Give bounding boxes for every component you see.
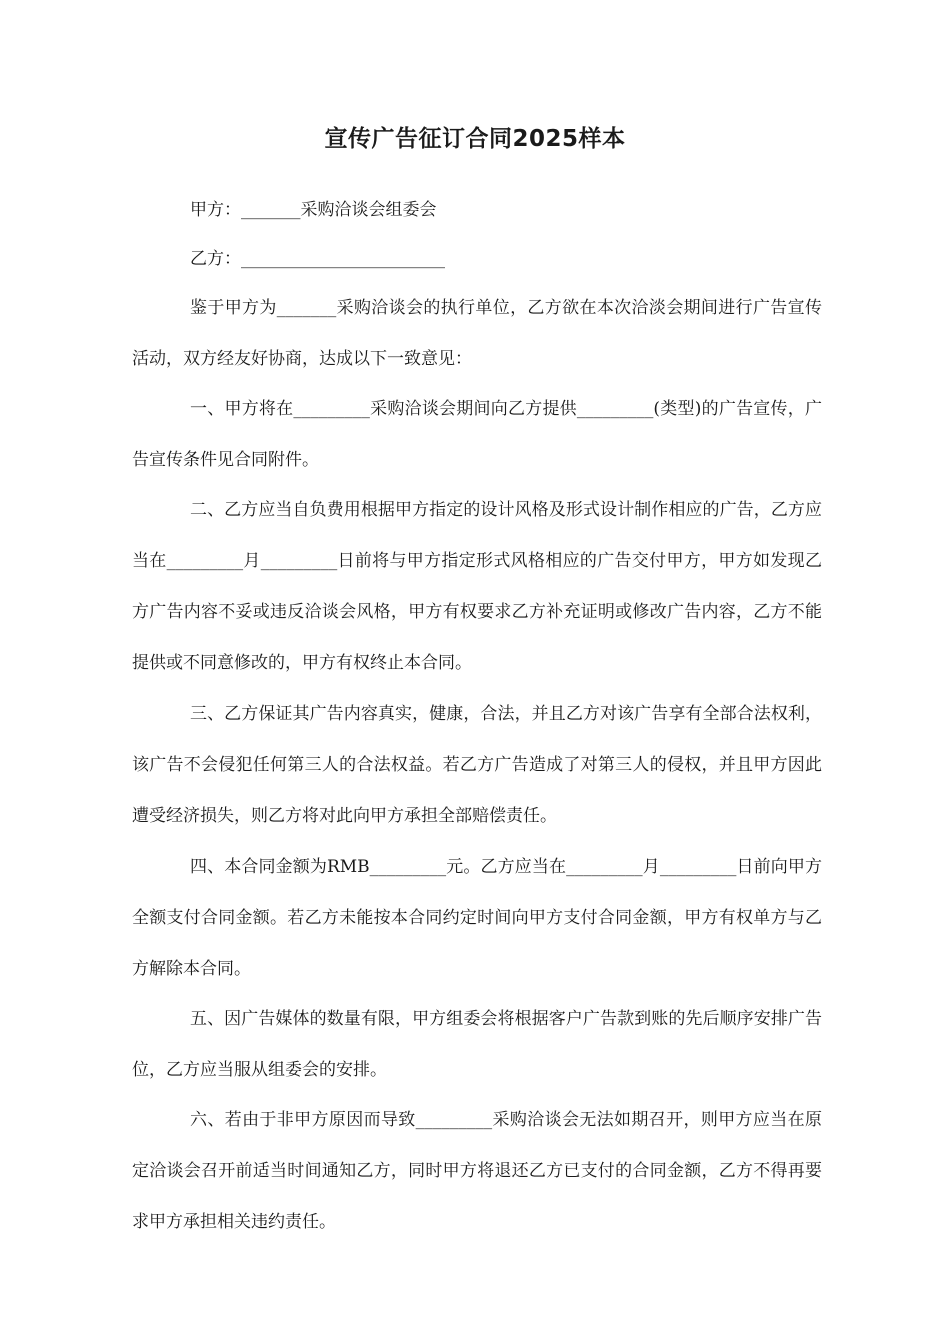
preamble-paragraph: 鉴于甲方为_______采购洽谈会的执行单位，乙方欲在本次洽淡会期间进行广告宣传活动，双方经友好协商，达成以下一致意见： [132, 298, 822, 369]
clause-3-paragraph: 三、乙方保证其广告内容真实，健康，合法，并且乙方对该广告享有全部合法权利，该广告不会侵犯任何第三人的合法权益。若乙方广告造成了对第三人的侵权，并且甲方因此遭受经济损失，则乙方将对此向甲方承担全部赔偿责任。 [132, 704, 822, 826]
party-a-line: 甲方：_______采购洽谈会组委会 [190, 200, 437, 220]
clause-4-paragraph: 四、本合同金额为RMB_________元。乙方应当在_________月_________日前向甲方全额支付合同金额。若乙方未能按本合同约定时间向甲方支付合同金额，甲方有权单方与乙方解除本合同。 [132, 857, 822, 979]
party-b-line: 乙方：________________________ [190, 249, 445, 269]
document-title: 宣传广告征订合同2025样本 [324, 126, 626, 152]
clause-5-paragraph: 五、因广告媒体的数量有限，甲方组委会将根据客户广告款到账的先后顺序安排广告位，乙方应当服从组委会的安排。 [132, 1009, 822, 1080]
clause-2-paragraph: 二、乙方应当自负费用根据甲方指定的设计风格及形式设计制作相应的广告，乙方应当在_________月_________日前将与甲方指定形式风格相应的广告交付甲方，甲方如发现乙方广告内容不妥或违反洽谈会风格，甲方有权要求乙方补充证明或修改广告内容，乙方不能提供或不同意修改的，甲方有权终止本合同。 [132, 500, 822, 673]
clause-6-paragraph: 六、若由于非甲方原因而导致_________采购洽谈会无法如期召开，则甲方应当在原定洽谈会召开前适当时间通知乙方，同时甲方将退还乙方已支付的合同金额，乙方不得再要求甲方承担相关违约责任。 [132, 1110, 822, 1232]
clause-1-paragraph: 一、甲方将在_________采购洽谈会期间向乙方提供_________(类型)的广告宣传，广告宣传条件见合同附件。 [132, 399, 822, 470]
